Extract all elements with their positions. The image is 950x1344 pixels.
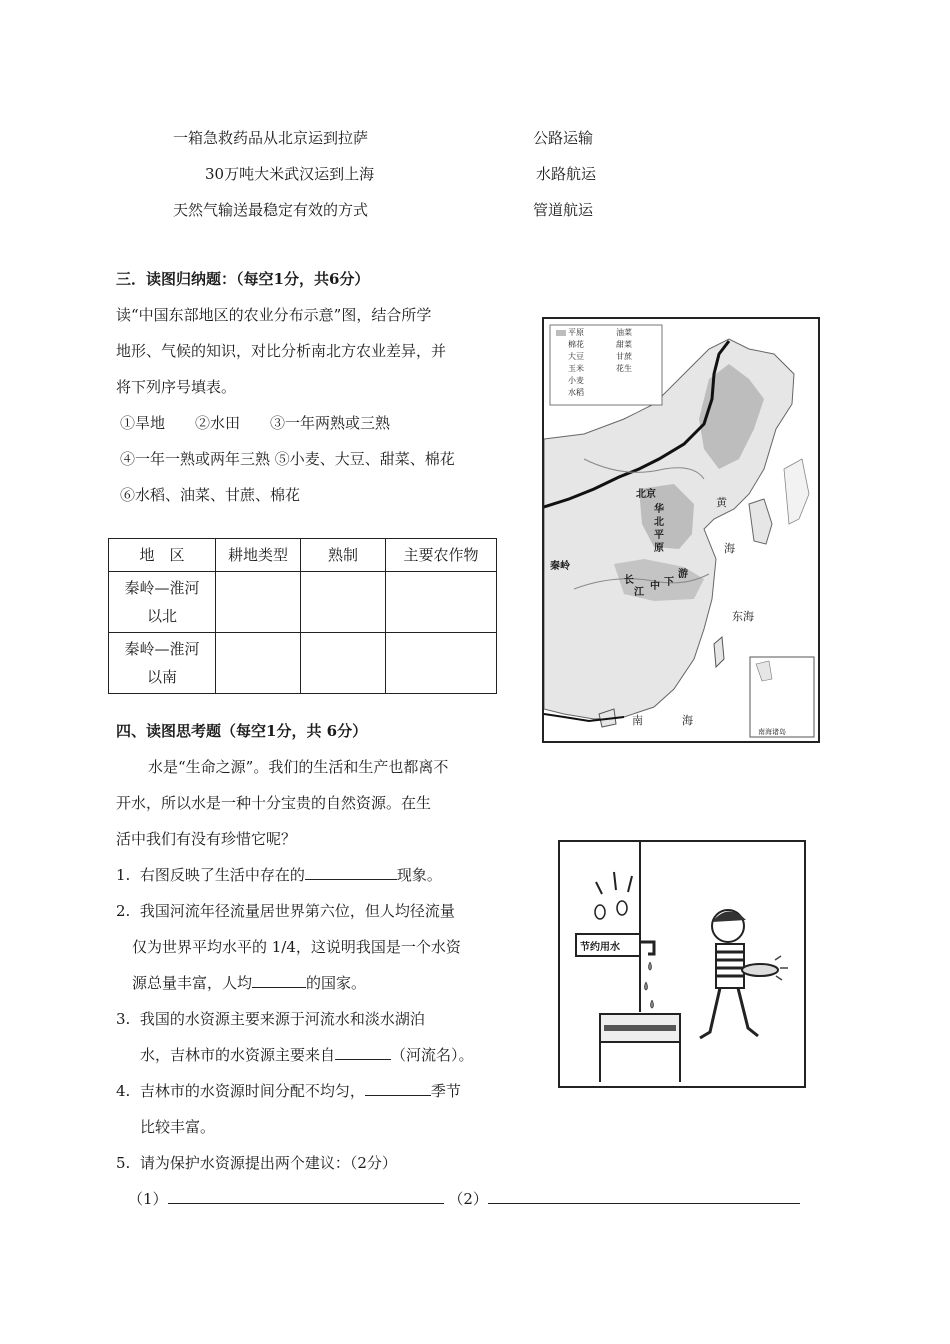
legend-corn: 玉米 bbox=[568, 364, 584, 373]
question-3-line-1: 3. 我国的水资源主要来源于河流水和淡水湖泊 bbox=[116, 1010, 425, 1028]
label-south-sea-islands: 南海诸岛 bbox=[758, 728, 786, 736]
label-yuan: 原 bbox=[654, 543, 664, 554]
answer-cell[interactable] bbox=[301, 633, 386, 694]
agriculture-map bbox=[542, 317, 820, 743]
answer-blank[interactable] bbox=[335, 1045, 391, 1060]
answer-cell[interactable] bbox=[386, 572, 497, 633]
matching-item-3: 天然气输送最稳定有效的方式 bbox=[173, 201, 369, 219]
cartoon-graphic bbox=[560, 842, 804, 1086]
question-4-line-2: 比较丰富。 bbox=[140, 1118, 216, 1136]
section4-heading: 四、读图思考题（每空1分，共 6分） bbox=[116, 722, 368, 740]
table-row bbox=[109, 633, 497, 694]
answer-cell[interactable] bbox=[301, 572, 386, 633]
answer-blank[interactable] bbox=[252, 973, 306, 988]
label-beijing: 北京 bbox=[636, 489, 656, 500]
legend-rapeseed: 油菜 bbox=[616, 328, 632, 337]
label-bei: 北 bbox=[654, 517, 664, 528]
region-north: 秦岭—淮河 以北 bbox=[109, 572, 216, 633]
label-huang: 黄 bbox=[716, 496, 727, 509]
legend-wheat: 小麦 bbox=[568, 376, 584, 385]
table-row bbox=[109, 572, 497, 633]
label-qinling: 秦岭 bbox=[550, 561, 570, 572]
matching-item-2: 30万吨大米武汉运到上海 bbox=[205, 165, 375, 183]
label-ping: 平 bbox=[654, 530, 664, 541]
question-2-line-3: 源总量丰富，人均 的国家。 bbox=[132, 974, 367, 992]
legend-sugarcane: 甘蔗 bbox=[616, 352, 632, 361]
answer-blank-2[interactable] bbox=[488, 1189, 800, 1204]
label-hua: 华 bbox=[654, 504, 664, 515]
save-water-sign: 节约用水 bbox=[580, 942, 620, 953]
section3-option-2: ④一年一熟或两年三熟 ⑤小麦、大豆、甜菜、棉花 bbox=[120, 450, 455, 468]
legend-cotton: 棉花 bbox=[568, 340, 584, 349]
water-waste-cartoon bbox=[558, 840, 806, 1088]
section4-intro-3: 活中我们有没有珍惜它呢？ bbox=[116, 830, 297, 848]
table-header: 熟制 bbox=[301, 539, 386, 572]
section4-intro-2: 开水，所以水是一种十分宝贵的自然资源。在生 bbox=[116, 794, 432, 812]
agriculture-table bbox=[108, 538, 497, 694]
legend-peanut: 花生 bbox=[616, 364, 632, 373]
answer-cell[interactable] bbox=[386, 633, 497, 694]
matching-mode-3: 管道航运 bbox=[533, 201, 594, 219]
question-4-line-1: 4. 吉林市的水资源时间分配不均匀， 季节 bbox=[116, 1082, 461, 1100]
answer-cell[interactable] bbox=[216, 633, 301, 694]
label-sea: 海 bbox=[682, 714, 693, 727]
table-header-row bbox=[109, 539, 497, 572]
section3-option-1: ①旱地 ②水田 ③一年两熟或三熟 bbox=[120, 414, 391, 432]
section3-intro-1: 读“中国东部地区的农业分布示意”图，结合所学 bbox=[116, 306, 432, 324]
matching-item-1: 一箱急救药品从北京运到拉萨 bbox=[173, 129, 369, 147]
label-jiang: 江 bbox=[634, 587, 644, 598]
label-chang: 长 bbox=[624, 575, 634, 586]
question-2-line-1: 2. 我国河流年径流量居世界第六位，但人均径流量 bbox=[116, 902, 455, 920]
table-header: 耕地类型 bbox=[216, 539, 301, 572]
answer-blank-1[interactable] bbox=[168, 1189, 444, 1204]
answer-cell[interactable] bbox=[216, 572, 301, 633]
section3-option-3: ⑥水稻、油菜、甘蔗、棉花 bbox=[120, 486, 301, 504]
region-south: 秦岭—淮河 以南 bbox=[109, 633, 216, 694]
label-nan: 南 bbox=[632, 714, 643, 727]
answer-blank[interactable] bbox=[305, 865, 397, 880]
section3-intro-2: 地形、气候的知识，对比分析南北方农业差异，并 bbox=[116, 342, 447, 360]
legend-plain: 平原 bbox=[568, 328, 584, 337]
map-graphic bbox=[544, 319, 818, 741]
question-1: 1. 右图反映了生活中存在的 现象。 bbox=[116, 866, 442, 884]
label-zhong: 中 bbox=[650, 581, 660, 592]
table-header: 主要农作物 bbox=[386, 539, 497, 572]
question-2-line-2: 仅为世界平均水平的 1/4，这说明我国是一个水资 bbox=[132, 938, 461, 956]
legend-beet: 甜菜 bbox=[616, 340, 632, 349]
table-header: 地 区 bbox=[109, 539, 216, 572]
label-donghai: 东海 bbox=[732, 610, 754, 623]
label-hai: 海 bbox=[724, 542, 735, 555]
legend-soybean: 大豆 bbox=[568, 352, 584, 361]
matching-mode-1: 公路运输 bbox=[533, 129, 594, 147]
section3-intro-3: 将下列序号填表。 bbox=[116, 378, 237, 396]
legend-rice: 水稻 bbox=[568, 388, 584, 397]
question-5-answers: （1） （2） bbox=[128, 1188, 800, 1209]
matching-mode-2: 水路航运 bbox=[536, 165, 597, 183]
section4-intro-1: 水是“生命之源”。我们的生活和生产也都离不 bbox=[148, 758, 449, 776]
label-xia: 下 bbox=[664, 577, 674, 588]
answer-blank[interactable] bbox=[365, 1081, 431, 1096]
question-5: 5. 请为保护水资源提出两个建议：（2分） bbox=[116, 1154, 397, 1172]
question-3-line-2: 水，吉林市的水资源主要来自 （河流名）。 bbox=[140, 1046, 474, 1064]
label-you: 游 bbox=[678, 569, 688, 580]
section3-heading: 三．读图归纳题：（每空1分，共6分） bbox=[116, 270, 370, 288]
